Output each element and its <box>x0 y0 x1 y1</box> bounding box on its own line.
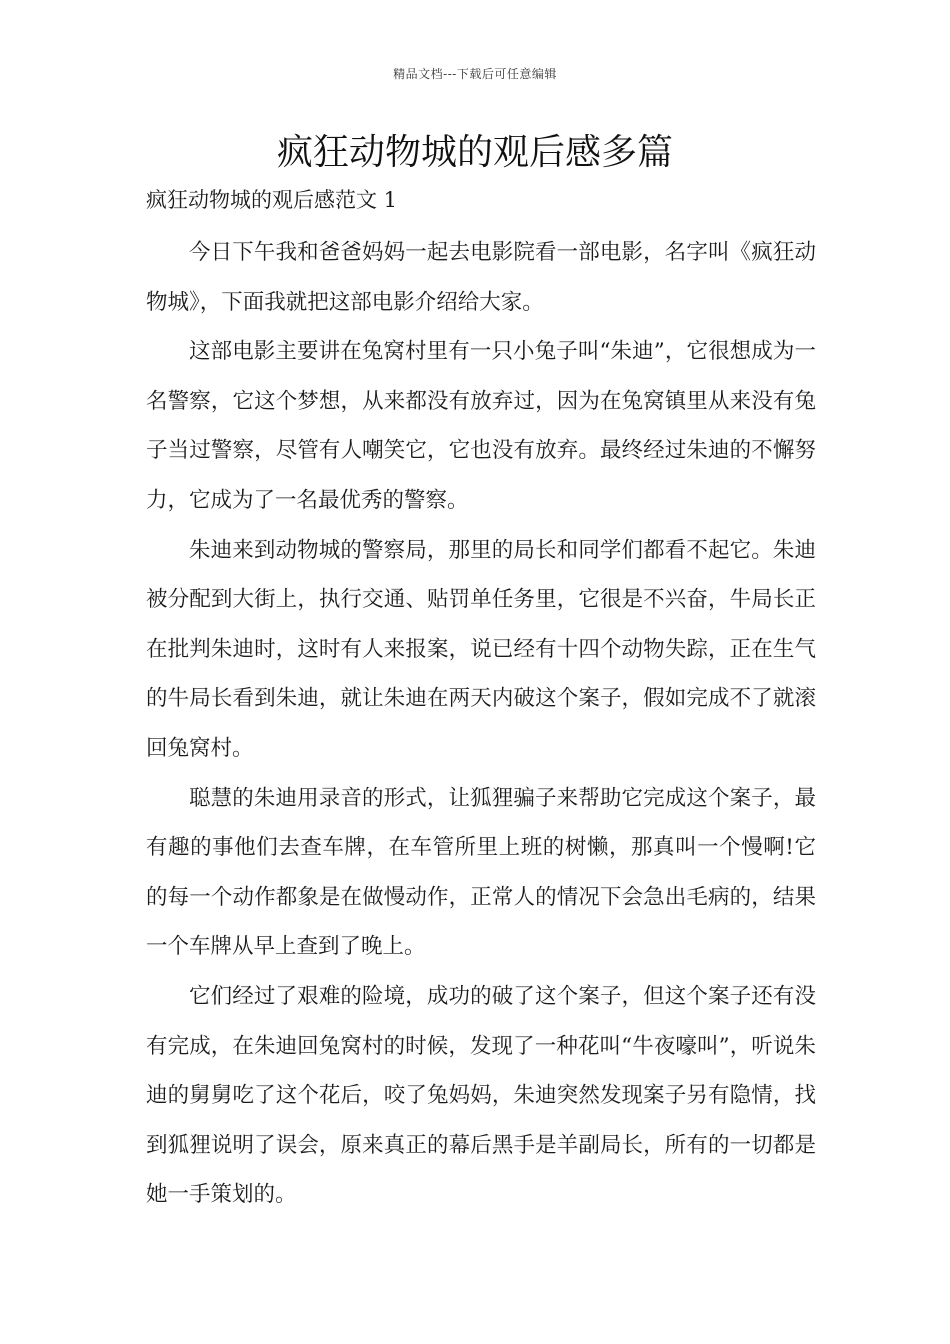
paragraph-2: 这部电影主要讲在兔窝村里有一只小兔子叫“朱迪”，它很想成为一名警察，它这个梦想，从来都没有放弃过，因为在兔窝镇里从来没有兔子当过警察，尽管有人嘲笑它，它也没有放弃。最终经过朱迪的不懈努力，它成为了一名最优秀的警察。 <box>146 339 816 513</box>
paragraph-1: 今日下午我和爸爸妈妈一起去电影院看一部电影，名字叫《疯狂动物城》，下面我就把这部电影介绍给大家。 <box>146 240 816 315</box>
document-title: 疯狂动物城的观后感多篇 <box>276 132 673 173</box>
section-title: 疯狂动物城的观后感范文 1 <box>146 188 398 212</box>
header-note: 精品文档---下载后可任意编辑 <box>393 67 557 81</box>
paragraph-5: 它们经过了艰难的险境，成功的破了这个案子，但这个案子还有没有完成，在朱迪回兔窝村的时候，发现了一种花叫“牛夜嚎叫”，听说朱迪的舅舅吃了这个花后，咬了兔妈妈，朱迪突然发现案子另有隐情，找到狐狸说明了误会，原来真正的幕后黑手是羊副局长，所有的一切都是她一手策划的。 <box>146 983 816 1208</box>
paragraph-4: 聪慧的朱迪用录音的形式，让狐狸骗子来帮助它完成这个案子，最有趣的事他们去查车牌，在车管所里上班的树懒，那真叫一个慢啊!它的每一个动作都象是在做慢动作，正常人的情况下会急出毛病的，结果一个车牌从早上查到了晚上。 <box>146 785 816 960</box>
document-body <box>146 228 816 1220</box>
paragraph-3: 朱迪来到动物城的警察局，那里的局长和同学们都看不起它。朱迪被分配到大街上，执行交通、贴罚单任务里，它很是不兴奋，牛局长正在批判朱迪时，这时有人来报案，说已经有十四个动物失踪，正在生气的牛局长看到朱迪，就让朱迪在两天内破这个案子，假如完成不了就滚回兔窝村。 <box>146 537 816 761</box>
